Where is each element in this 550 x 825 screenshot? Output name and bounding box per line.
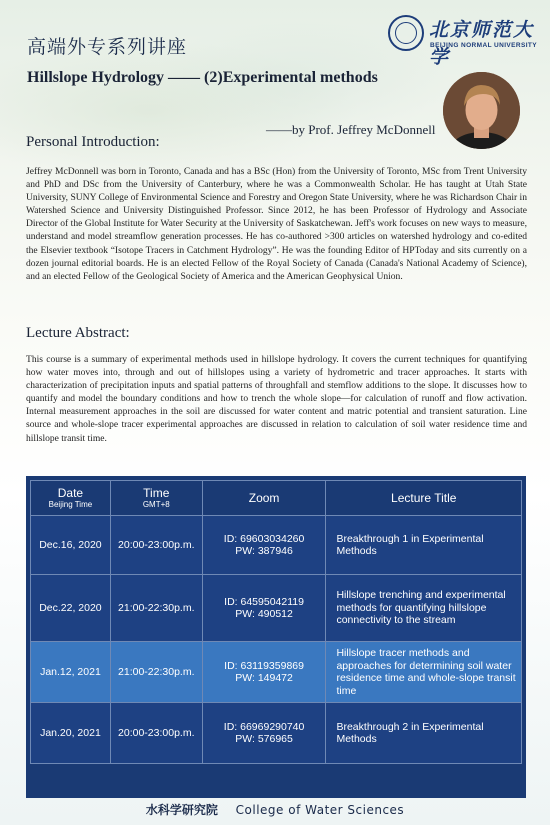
date-header: Date Beijing Time (31, 481, 111, 516)
zoom-cell (202, 516, 326, 575)
zoom-cell (202, 703, 326, 764)
zoom-id: ID: 64595042119 (224, 595, 304, 608)
table-row (31, 703, 522, 764)
zoom-password: PW: 387946 (235, 545, 293, 557)
time-cell: 21:00-22:30p.m. (110, 642, 202, 703)
abstract-heading: Lecture Abstract: (26, 325, 130, 341)
date-cell: Jan.12, 2021 (31, 642, 111, 703)
university-seal-icon (388, 15, 424, 51)
time-cell: 21:00-22:30p.m. (110, 575, 202, 642)
date-subheader: Beijing Time (48, 500, 93, 509)
abstract-text: This course is a summary of experimental methods used in hillslope hydrology. It covers the current techniques for quantifying how water moves into, through and out of hillslopes using a variety of hydrometric and tracer approaches. It starts with characterization of precipitation inputs and spatial patterns of throughfall and stemflow additions to the slope. It discusses how to quantify and model the boundary conditions and how to trench the whole slope—for calculation of runoff and flow activation. Internal measurement approaches in the soil are discussed for water content and matric potential and transient saturation. Line source and whole-slope tracer experimental approaches are discussed in relation to calculation of soil water residence time and hillslope transit time. (26, 354, 527, 444)
time-cell: 20:00-23:00p.m. (110, 703, 202, 764)
lecture-title-cell: Hillslope trenching and experimental methods for quantifying hillslope connectivity to the stream (326, 575, 522, 642)
zoom-password: PW: 490512 (235, 608, 293, 620)
schedule-table-container (26, 476, 526, 798)
zoom-id: ID: 69603034260 (223, 532, 305, 545)
date-cell: Dec.16, 2020 (31, 516, 111, 575)
table-row (31, 575, 522, 642)
lecture-title: Hillslope Hydrology —— (2)Experimental methods (27, 69, 378, 86)
time-subheader: GMT+8 (142, 500, 170, 509)
zoom-id: ID: 66969290740 (223, 720, 305, 733)
table-row (31, 516, 522, 575)
series-title: 高端外专系列讲座 (27, 36, 188, 58)
time-header: Time GMT+8 (110, 481, 202, 516)
speaker-photo (443, 72, 520, 149)
footer (0, 798, 550, 825)
zoom-header: Zoom (202, 481, 326, 516)
time-cell: 20:00-23:00p.m. (110, 516, 202, 575)
zoom-id: ID: 63119359869 (224, 659, 304, 672)
college-name-cn: 水科学研究院 (145, 803, 218, 817)
intro-text: Jeffrey McDonnell was born in Toronto, Canada and has a BSc (Hon) from the University of Toronto, MSc from Trent University and PhD and DSc from the University of Canterbury, where he was a Commonwealth Scholar. He has taught at Utah State University, SUNY College of Environmental Science and Forestry and Oregon State University, where he was Richardson Chair in Watershed Science and University Distinguished Professor. Since 2012, he has been Professor of Hydrology and Associate Director of the Global Institute for Water Security at the University of Saskatchewan. Jeff's work focuses on new ways to measure, understand and model streamflow generation processes. He has co-authored >300 articles on watershed hydrology and co-edited the Elsevier textbook “Isotope Tracers in Catchment Hydrology”. He was the founding Editor of HPToday and sits currently on a dozen journal editorial boards. He is an elected Fellow of the Royal Society of Canada (Canada's National Academy of Science), and an elected Fellow of the Geological Society of America and the American Geophysical Union. (26, 166, 527, 282)
university-logo (388, 15, 538, 68)
schedule-table (30, 480, 522, 764)
university-name-cn: 北京师范大学 (429, 19, 535, 68)
intro-heading: Personal Introduction: (26, 134, 160, 150)
lecture-title-cell: Breakthrough 2 in Experimental Methods (326, 703, 522, 764)
speaker-name: ——by Prof. Jeffrey McDonnell (266, 122, 436, 137)
date-cell: Jan.20, 2021 (31, 703, 111, 764)
zoom-cell (202, 642, 326, 703)
lecture-title-cell: Hillslope tracer methods and approaches for determining soil water residence time and whole-slope transit time (326, 642, 522, 703)
table-row (31, 642, 522, 703)
table-header-row (31, 481, 522, 516)
date-cell: Dec.22, 2020 (31, 575, 111, 642)
lecture-title-header: Lecture Title (326, 481, 522, 516)
zoom-password: PW: 576965 (235, 733, 293, 745)
lecture-title-cell: Breakthrough 1 in Experimental Methods (326, 516, 522, 575)
university-name-en: BEIJING NORMAL UNIVERSITY (430, 42, 538, 49)
zoom-password: PW: 149472 (235, 672, 293, 684)
zoom-cell (202, 575, 326, 642)
college-name-en: College of Water Sciences (235, 803, 405, 817)
